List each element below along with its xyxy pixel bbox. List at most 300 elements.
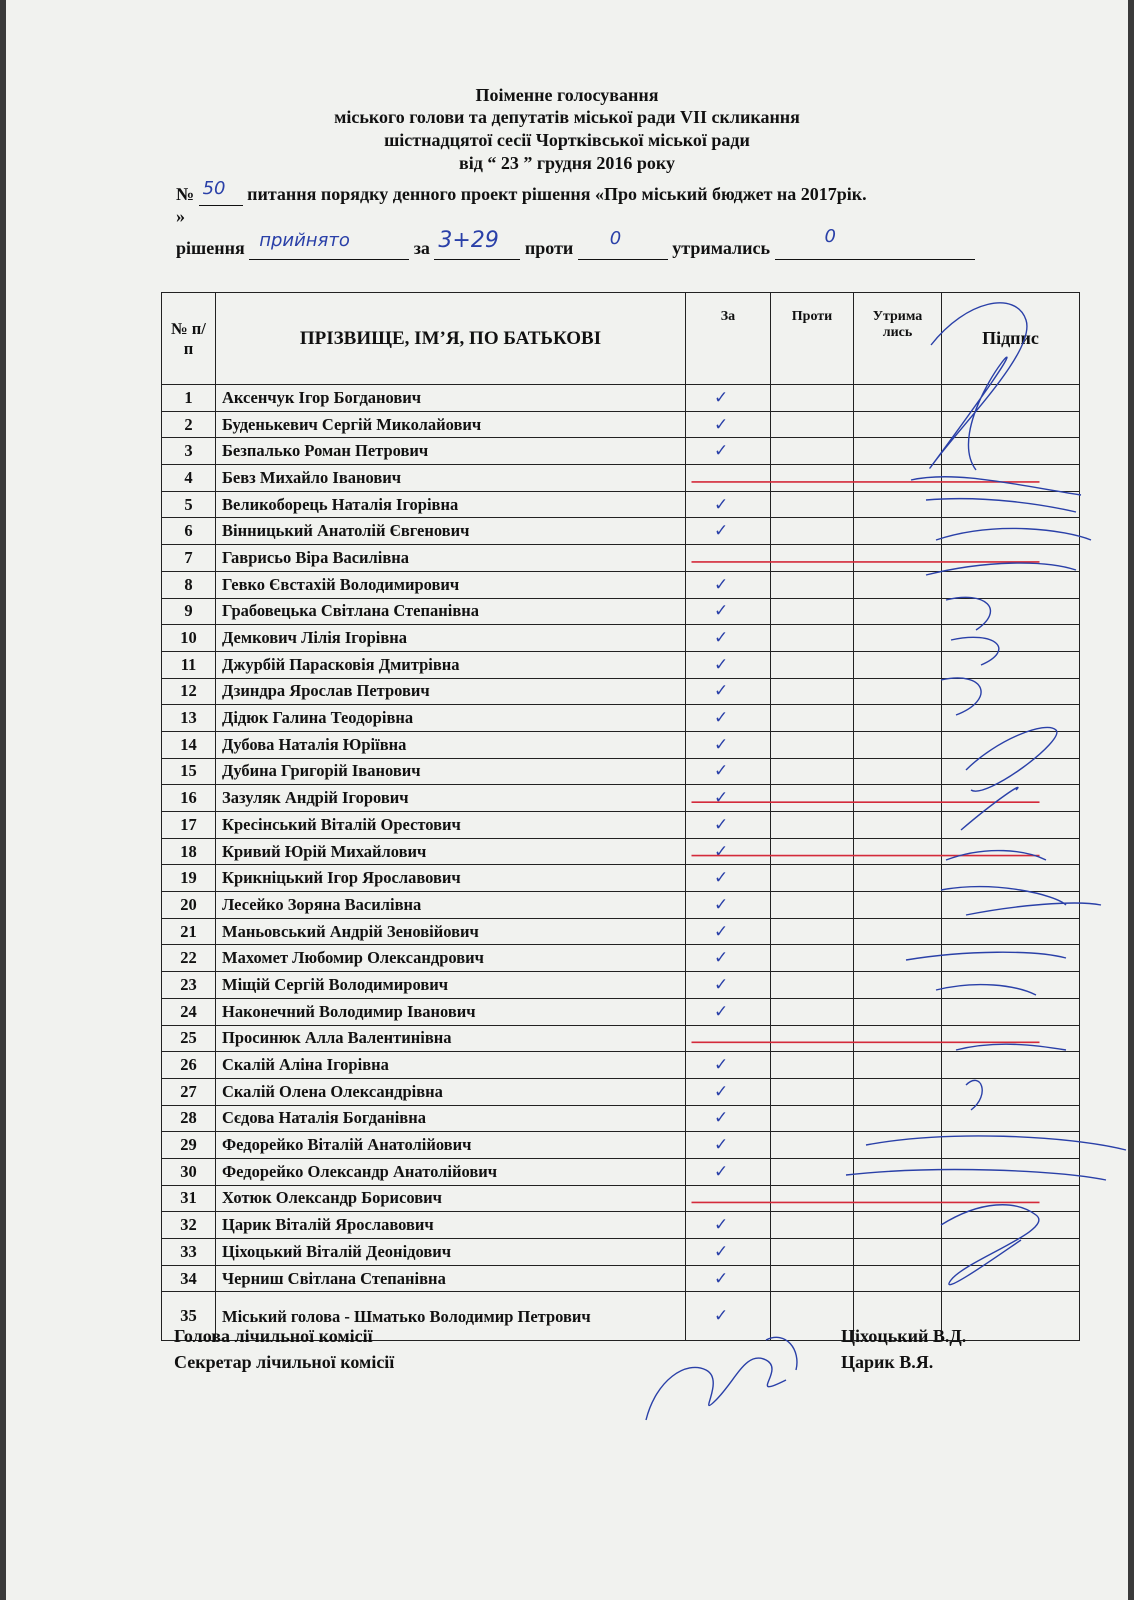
row-vote-for <box>686 1052 771 1079</box>
row-number: 8 <box>162 571 216 598</box>
row-signature <box>942 972 1080 999</box>
table-row <box>162 1185 1080 1212</box>
table-row <box>162 972 1080 999</box>
doc-date: від “ 23 ” грудня 2016 року <box>459 153 675 173</box>
row-vote-against <box>771 1158 854 1185</box>
header-num: № п/п <box>162 293 216 385</box>
row-vote-for <box>686 1185 771 1212</box>
row-vote-for <box>686 972 771 999</box>
header-signature: Підпис <box>942 293 1080 385</box>
row-signature <box>942 465 1080 492</box>
for-field <box>434 228 520 260</box>
row-vote-against <box>771 1265 854 1292</box>
row-name: Федорейко Віталій Анатолійович <box>216 1132 686 1159</box>
row-name: Кресінський Віталій Орестович <box>216 812 686 839</box>
header-against: Проти <box>771 293 854 385</box>
row-number: 31 <box>162 1185 216 1212</box>
row-name: Наконечний Володимир Іванович <box>216 998 686 1025</box>
row-vote-against <box>771 545 854 572</box>
row-vote-against <box>771 1212 854 1239</box>
against-field <box>578 228 668 260</box>
row-signature <box>942 892 1080 919</box>
question-no-field <box>199 178 243 206</box>
check-mark-icon: ✓ <box>714 868 729 889</box>
row-vote-against <box>771 678 854 705</box>
row-vote-abstain <box>854 625 942 652</box>
row-signature <box>942 731 1080 758</box>
table-row <box>162 1158 1080 1185</box>
row-signature <box>942 1265 1080 1292</box>
check-mark-icon: ✓ <box>714 708 729 729</box>
row-signature <box>942 545 1080 572</box>
row-signature <box>942 1212 1080 1239</box>
row-name: Гевко Євстахій Володимирович <box>216 571 686 598</box>
row-vote-for <box>686 1132 771 1159</box>
row-number: 14 <box>162 731 216 758</box>
row-vote-abstain <box>854 438 942 465</box>
decision-field <box>249 230 409 260</box>
check-mark-icon: ✓ <box>714 1161 729 1182</box>
row-vote-abstain <box>854 571 942 598</box>
row-vote-for <box>686 945 771 972</box>
row-number: 33 <box>162 1239 216 1266</box>
row-name: Дзиндра Ярослав Петрович <box>216 678 686 705</box>
footer-signature <box>646 1337 797 1420</box>
row-vote-for <box>686 625 771 652</box>
row-vote-against <box>771 411 854 438</box>
table-row <box>162 838 1080 865</box>
row-signature <box>942 678 1080 705</box>
row-vote-for <box>686 892 771 919</box>
row-signature <box>942 758 1080 785</box>
row-vote-against <box>771 598 854 625</box>
row-signature <box>942 812 1080 839</box>
row-number: 13 <box>162 705 216 732</box>
table-body <box>162 385 1080 1341</box>
row-signature <box>942 945 1080 972</box>
table-row <box>162 892 1080 919</box>
check-mark-icon: ✓ <box>714 948 729 969</box>
secretary-label: Секретар лічильної комісії <box>174 1352 395 1372</box>
row-signature <box>942 705 1080 732</box>
row-number: 24 <box>162 998 216 1025</box>
row-number: 9 <box>162 598 216 625</box>
row-name: Великоборець Наталія Ігорівна <box>216 491 686 518</box>
row-vote-against <box>771 731 854 758</box>
row-name: Федорейко Олександр Анатолійович <box>216 1158 686 1185</box>
row-number: 18 <box>162 838 216 865</box>
row-signature <box>942 385 1080 412</box>
check-mark-icon: ✓ <box>714 494 729 515</box>
row-vote-against <box>771 705 854 732</box>
check-mark-icon: ✓ <box>714 974 729 995</box>
secretary-name: Царик В.Я. <box>841 1352 934 1372</box>
row-vote-against <box>771 838 854 865</box>
chair-label: Голова лічильної комісії <box>174 1326 373 1346</box>
question-no-value: 50 <box>202 178 226 199</box>
row-vote-abstain <box>854 1025 942 1052</box>
row-signature <box>942 1105 1080 1132</box>
check-mark-icon: ✓ <box>714 1108 729 1129</box>
row-vote-against <box>771 1025 854 1052</box>
row-number: 29 <box>162 1132 216 1159</box>
table-row <box>162 1239 1080 1266</box>
table-row <box>162 438 1080 465</box>
row-name: Хотюк Олександр Борисович <box>216 1185 686 1212</box>
row-number: 10 <box>162 625 216 652</box>
row-vote-for <box>686 545 771 572</box>
row-name: Просинюк Алла Валентинівна <box>216 1025 686 1052</box>
row-signature <box>942 438 1080 465</box>
row-name: Грабовецька Світлана Степанівна <box>216 598 686 625</box>
row-vote-abstain <box>854 598 942 625</box>
row-vote-abstain <box>854 865 942 892</box>
row-vote-for <box>686 491 771 518</box>
check-mark-icon: ✓ <box>714 1055 729 1076</box>
row-vote-against <box>771 998 854 1025</box>
table-row <box>162 705 1080 732</box>
table-header-row <box>162 293 1080 385</box>
table-row <box>162 545 1080 572</box>
row-vote-abstain <box>854 385 942 412</box>
row-vote-against <box>771 385 854 412</box>
for-value: 3+29 <box>438 228 499 253</box>
row-vote-for <box>686 1158 771 1185</box>
check-mark-icon: ✓ <box>714 1268 729 1289</box>
row-name: Безпалько Роман Петрович <box>216 438 686 465</box>
row-number: 4 <box>162 465 216 492</box>
row-name: Скалій Аліна Ігорівна <box>216 1052 686 1079</box>
decision-value: прийнято <box>259 230 350 251</box>
row-vote-abstain <box>854 812 942 839</box>
row-vote-against <box>771 945 854 972</box>
row-number: 20 <box>162 892 216 919</box>
row-vote-abstain <box>854 972 942 999</box>
row-signature <box>942 598 1080 625</box>
row-vote-against <box>771 465 854 492</box>
question-text-end: » <box>176 206 185 226</box>
row-vote-for <box>686 705 771 732</box>
row-number: 26 <box>162 1052 216 1079</box>
row-vote-abstain <box>854 945 942 972</box>
row-vote-for <box>686 1265 771 1292</box>
row-signature <box>942 491 1080 518</box>
question-no-label: № <box>176 184 195 204</box>
row-number: 28 <box>162 1105 216 1132</box>
chair-name: Ціхоцький В.Д. <box>841 1326 967 1346</box>
row-vote-for <box>686 518 771 545</box>
table-row <box>162 1105 1080 1132</box>
check-mark-icon: ✓ <box>714 441 729 462</box>
row-vote-against <box>771 972 854 999</box>
check-mark-icon: ✓ <box>714 921 729 942</box>
table-row <box>162 998 1080 1025</box>
row-vote-against <box>771 1239 854 1266</box>
row-number: 2 <box>162 411 216 438</box>
row-vote-for <box>686 651 771 678</box>
row-vote-abstain <box>854 838 942 865</box>
row-vote-for <box>686 998 771 1025</box>
check-mark-icon: ✓ <box>714 734 729 755</box>
row-name: Зазуляк Андрій Ігорович <box>216 785 686 812</box>
row-vote-for <box>686 438 771 465</box>
row-vote-against <box>771 1052 854 1079</box>
row-vote-against <box>771 651 854 678</box>
row-name: Аксенчук Ігор Богданович <box>216 385 686 412</box>
row-signature <box>942 918 1080 945</box>
row-signature <box>942 1158 1080 1185</box>
table-row <box>162 465 1080 492</box>
row-vote-for <box>686 385 771 412</box>
table-row <box>162 731 1080 758</box>
table-row <box>162 758 1080 785</box>
row-vote-against <box>771 865 854 892</box>
check-mark-icon: ✓ <box>714 1241 729 1262</box>
row-signature <box>942 571 1080 598</box>
row-name: Махомет Любомир Олександрович <box>216 945 686 972</box>
row-signature <box>942 411 1080 438</box>
row-vote-against <box>771 892 854 919</box>
row-vote-abstain <box>854 491 942 518</box>
row-number: 12 <box>162 678 216 705</box>
row-name: Черниш Світлана Степанівна <box>216 1265 686 1292</box>
table-row <box>162 1132 1080 1159</box>
row-vote-abstain <box>854 1158 942 1185</box>
table-row <box>162 1052 1080 1079</box>
check-mark-icon: ✓ <box>714 1081 729 1102</box>
row-name: Ціхоцький Віталій Деонідович <box>216 1239 686 1266</box>
row-signature <box>942 625 1080 652</box>
check-mark-icon: ✓ <box>714 601 729 622</box>
row-vote-abstain <box>854 785 942 812</box>
row-vote-against <box>771 571 854 598</box>
table-row <box>162 945 1080 972</box>
row-vote-for <box>686 812 771 839</box>
row-vote-for <box>686 785 771 812</box>
table-row <box>162 518 1080 545</box>
row-signature <box>942 865 1080 892</box>
doc-subtitle-session: шістнадцятої сесії Чортківської міської ради <box>384 130 750 150</box>
row-name: Скалій Олена Олександрівна <box>216 1078 686 1105</box>
table-row <box>162 491 1080 518</box>
row-number: 15 <box>162 758 216 785</box>
row-vote-abstain <box>854 1212 942 1239</box>
row-vote-abstain <box>854 465 942 492</box>
row-vote-abstain <box>854 998 942 1025</box>
row-signature <box>942 518 1080 545</box>
row-name: Міщій Сергій Володимирович <box>216 972 686 999</box>
against-label: проти <box>524 238 574 258</box>
row-number: 23 <box>162 972 216 999</box>
row-vote-against <box>771 1105 854 1132</box>
row-name: Крикніцький Ігор Ярославович <box>216 865 686 892</box>
check-mark-icon: ✓ <box>714 841 729 862</box>
row-vote-for <box>686 598 771 625</box>
check-mark-icon: ✓ <box>714 574 729 595</box>
row-vote-abstain <box>854 1052 942 1079</box>
table-row <box>162 625 1080 652</box>
for-label: за <box>413 238 430 258</box>
row-vote-for <box>686 465 771 492</box>
row-vote-for <box>686 838 771 865</box>
check-mark-icon: ✓ <box>714 1306 729 1327</box>
row-vote-abstain <box>854 1239 942 1266</box>
row-vote-abstain <box>854 1132 942 1159</box>
row-name: Буденькевич Сергій Миколайович <box>216 411 686 438</box>
table-row <box>162 1265 1080 1292</box>
row-number: 16 <box>162 785 216 812</box>
check-mark-icon: ✓ <box>714 814 729 835</box>
row-vote-abstain <box>854 411 942 438</box>
row-vote-abstain <box>854 705 942 732</box>
row-vote-abstain <box>854 678 942 705</box>
check-mark-icon: ✓ <box>714 654 729 675</box>
row-vote-against <box>771 491 854 518</box>
row-name: Джурбій Парасковія Дмитрівна <box>216 651 686 678</box>
row-vote-abstain <box>854 758 942 785</box>
row-vote-abstain <box>854 545 942 572</box>
abstain-label: утримались <box>672 238 770 258</box>
row-signature <box>942 1052 1080 1079</box>
row-vote-for <box>686 865 771 892</box>
row-signature <box>942 651 1080 678</box>
check-mark-icon: ✓ <box>714 1215 729 1236</box>
row-number: 30 <box>162 1158 216 1185</box>
row-signature <box>942 1132 1080 1159</box>
document-page <box>6 0 1128 1600</box>
row-vote-against <box>771 1078 854 1105</box>
row-vote-against <box>771 758 854 785</box>
check-mark-icon: ✓ <box>714 788 729 809</box>
row-number: 17 <box>162 812 216 839</box>
table-row <box>162 1078 1080 1105</box>
row-vote-for <box>686 1025 771 1052</box>
header-abstain: Утрима лись <box>854 293 942 385</box>
doc-subtitle-council: міського голови та депутатів міської ради VII скликання <box>334 107 800 127</box>
table-row <box>162 1025 1080 1052</box>
row-signature <box>942 998 1080 1025</box>
row-name: Лесейко Зоряна Василівна <box>216 892 686 919</box>
doc-title: Поіменне голосування <box>475 85 659 105</box>
header-for: За <box>686 293 771 385</box>
check-mark-icon: ✓ <box>714 387 729 408</box>
row-name: Дубова Наталія Юріївна <box>216 731 686 758</box>
row-name: Кривий Юрій Михайлович <box>216 838 686 865</box>
check-mark-icon: ✓ <box>714 894 729 915</box>
row-number: 35 <box>162 1292 216 1341</box>
row-vote-against <box>771 518 854 545</box>
row-vote-for <box>686 918 771 945</box>
row-vote-for <box>686 1239 771 1266</box>
check-mark-icon: ✓ <box>714 681 729 702</box>
check-mark-icon: ✓ <box>714 628 729 649</box>
row-signature <box>942 1185 1080 1212</box>
row-vote-abstain <box>854 651 942 678</box>
row-vote-against <box>771 438 854 465</box>
row-number: 5 <box>162 491 216 518</box>
row-name: Демкович Лілія Ігорівна <box>216 625 686 652</box>
row-name: Міський голова - Шматько Володимир Петрович <box>216 1292 686 1341</box>
row-signature <box>942 1239 1080 1266</box>
row-vote-for <box>686 1292 771 1341</box>
row-vote-for <box>686 1105 771 1132</box>
row-number: 19 <box>162 865 216 892</box>
vote-table <box>161 292 1080 1341</box>
row-signature <box>942 1078 1080 1105</box>
row-name: Вінницький Анатолій Євгенович <box>216 518 686 545</box>
check-mark-icon: ✓ <box>714 761 729 782</box>
row-number: 22 <box>162 945 216 972</box>
row-number: 21 <box>162 918 216 945</box>
check-mark-icon: ✓ <box>714 521 729 542</box>
row-vote-abstain <box>854 1105 942 1132</box>
decision-line <box>176 226 975 260</box>
row-signature <box>942 1025 1080 1052</box>
header-name: ПРІЗВИЩЕ, ІМ’Я, ПО БАТЬКОВІ <box>216 293 686 385</box>
footer-signature-scribble <box>646 1337 797 1420</box>
row-signature <box>942 838 1080 865</box>
row-vote-for <box>686 571 771 598</box>
question-text: питання порядку денного проект рішення «Про міський бюджет на 2017рік. <box>247 184 867 204</box>
row-vote-against <box>771 918 854 945</box>
decision-label: рішення <box>176 238 245 258</box>
table-row <box>162 598 1080 625</box>
abstain-value: 0 <box>824 226 836 247</box>
table-row <box>162 785 1080 812</box>
check-mark-icon: ✓ <box>714 414 729 435</box>
row-vote-for <box>686 731 771 758</box>
row-name: Гаврисьо Віра Василівна <box>216 545 686 572</box>
table-row <box>162 812 1080 839</box>
row-vote-against <box>771 625 854 652</box>
row-vote-abstain <box>854 1078 942 1105</box>
row-vote-for <box>686 1078 771 1105</box>
row-number: 25 <box>162 1025 216 1052</box>
table-row <box>162 865 1080 892</box>
row-vote-abstain <box>854 518 942 545</box>
row-vote-for <box>686 1212 771 1239</box>
row-vote-abstain <box>854 1265 942 1292</box>
abstain-field <box>775 226 975 260</box>
row-signature <box>942 785 1080 812</box>
question-line <box>176 178 867 206</box>
row-name: Царик Віталій Ярославович <box>216 1212 686 1239</box>
row-vote-abstain <box>854 892 942 919</box>
against-value: 0 <box>609 228 622 249</box>
table-row <box>162 918 1080 945</box>
row-vote-for <box>686 678 771 705</box>
check-mark-icon: ✓ <box>714 1135 729 1156</box>
check-mark-icon: ✓ <box>714 1001 729 1022</box>
row-name: Бевз Михайло Іванович <box>216 465 686 492</box>
row-vote-against <box>771 1185 854 1212</box>
row-name: Сєдова Наталія Богданівна <box>216 1105 686 1132</box>
row-number: 7 <box>162 545 216 572</box>
row-vote-for <box>686 758 771 785</box>
row-name: Дідюк Галина Теодорівна <box>216 705 686 732</box>
row-vote-against <box>771 785 854 812</box>
row-number: 32 <box>162 1212 216 1239</box>
row-number: 1 <box>162 385 216 412</box>
row-vote-against <box>771 812 854 839</box>
row-number: 27 <box>162 1078 216 1105</box>
row-number: 3 <box>162 438 216 465</box>
row-vote-abstain <box>854 918 942 945</box>
row-number: 6 <box>162 518 216 545</box>
table-row <box>162 651 1080 678</box>
row-vote-against <box>771 1132 854 1159</box>
row-vote-for <box>686 411 771 438</box>
